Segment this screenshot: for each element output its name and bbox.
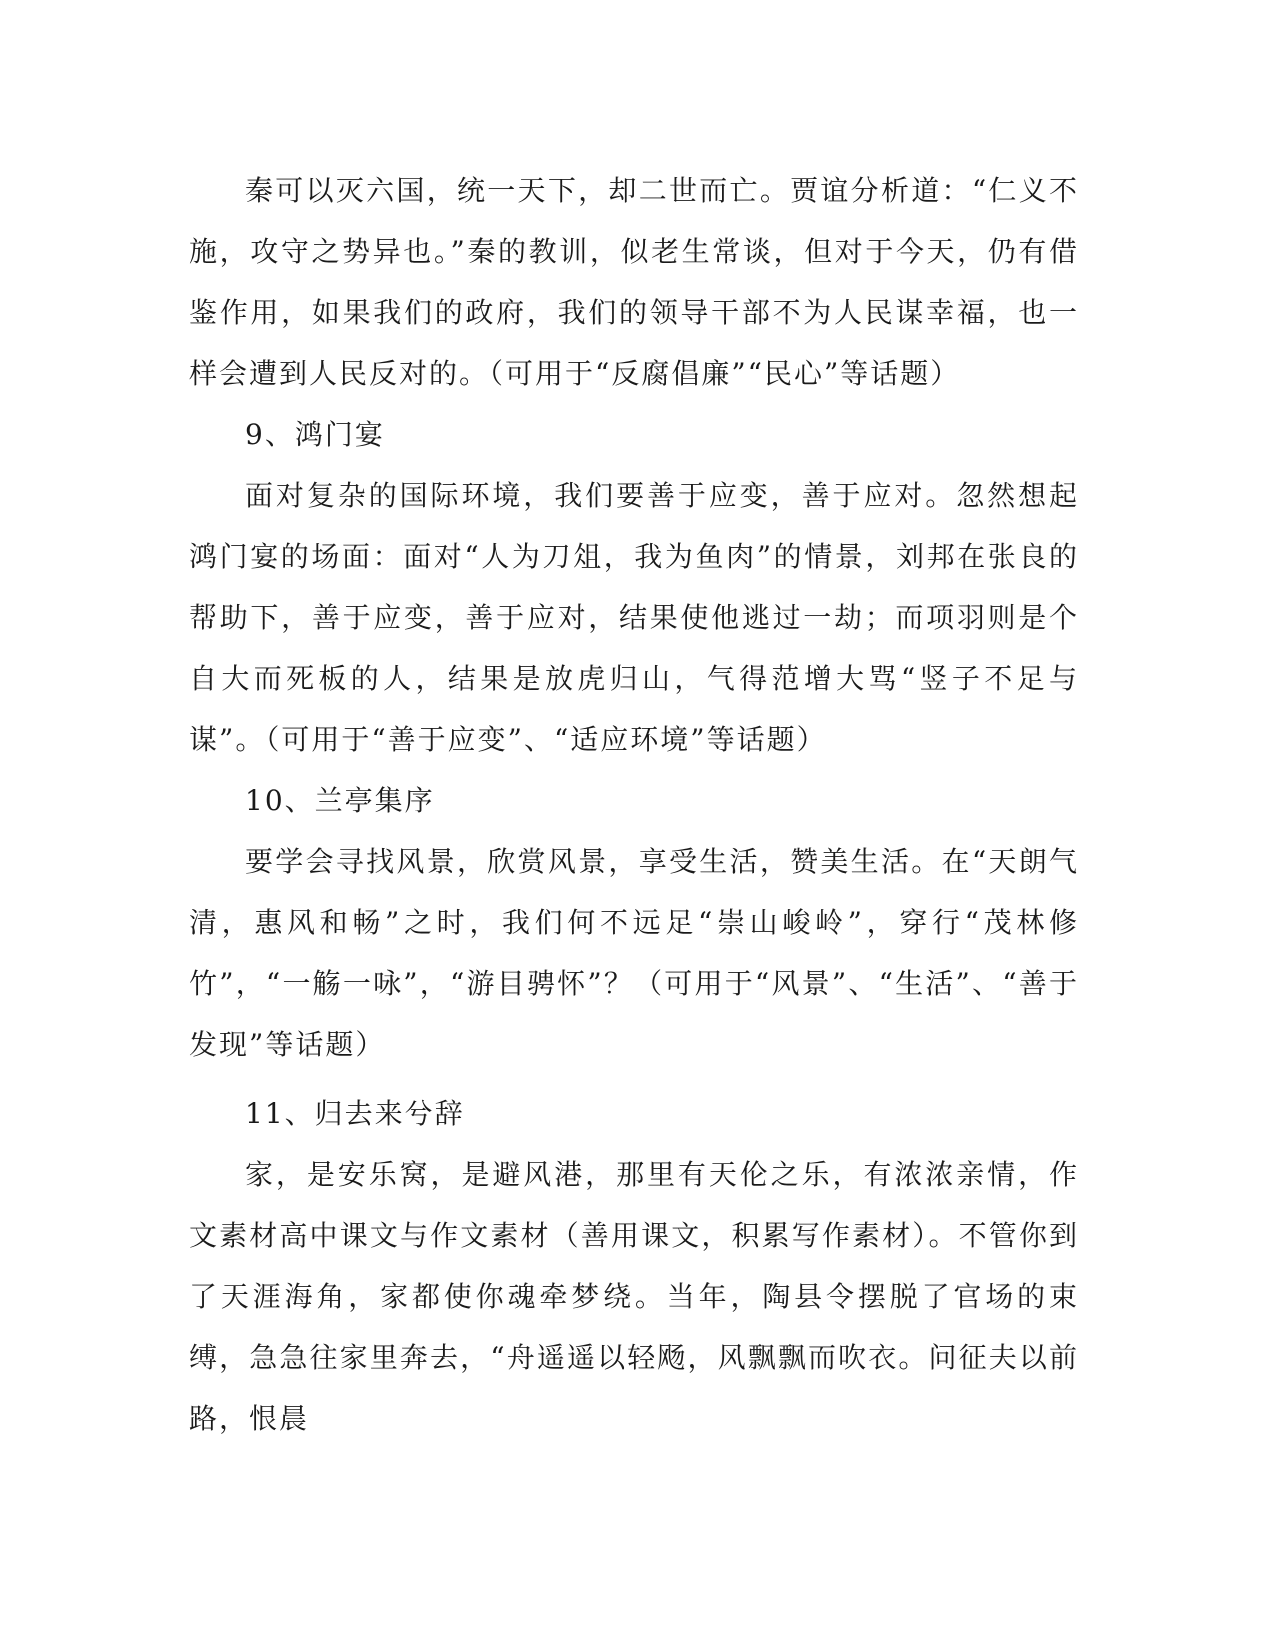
heading-lanting-preface: 10、兰亭集序: [245, 784, 435, 817]
paragraph-lanting-preface: 要学会寻找风景，欣赏风景，享受生活，赞美生活。在“天朗气清，惠风和畅”之时，我们何不远足“崇山峻岭”，穿行“茂林修竹”，“一觞一咏”，“游目骋怀”？（可用于“风景”、“生活”、“善于发现”等话题）: [189, 845, 1079, 1061]
paragraph-gap: [189, 1075, 1079, 1083]
paragraph-return-home: 家，是安乐窝，是避风港，那里有天伦之乐，有浓浓亲情，作文素材高中课文与作文素材（善用课文，积累写作素材）。不管你到了天涯海角，家都使你魂牵梦绕。当年，陶县令摆脱了官场的束缚，急急往家里奔去，“舟遥遥以轻飏，风飘飘而吹衣。问征夫以前路，恨晨: [189, 1158, 1079, 1435]
paragraph-qin-lesson: 秦可以灭六国，统一天下，却二世而亡。贾谊分析道：“仁义不施，攻守之势异也。”秦的教训，似老生常谈，但对于今天，仍有借鉴作用，如果我们的政府，我们的领导干部不为人民谋幸福，也一样会遭到人民反对的。（可用于“反腐倡廉”“民心”等话题）: [189, 174, 1079, 390]
heading-return-home: 11、归去来兮辞: [245, 1097, 465, 1130]
paragraph-hongmen-banquet: 面对复杂的国际环境，我们要善于应变，善于应对。忽然想起鸿门宴的场面：面对“人为刀俎，我为鱼肉”的情景，刘邦在张良的帮助下，善于应变，善于应对，结果使他逃过一劫；而项羽则是个自大而死板的人，结果是放虎归山，气得范增大骂“竖子不足与谋”。（可用于“善于应变”、“适应环境”等话题）: [189, 479, 1079, 756]
document-body: [189, 160, 1079, 1449]
heading-hongmen-banquet: 9、鸿门宴: [245, 418, 385, 451]
